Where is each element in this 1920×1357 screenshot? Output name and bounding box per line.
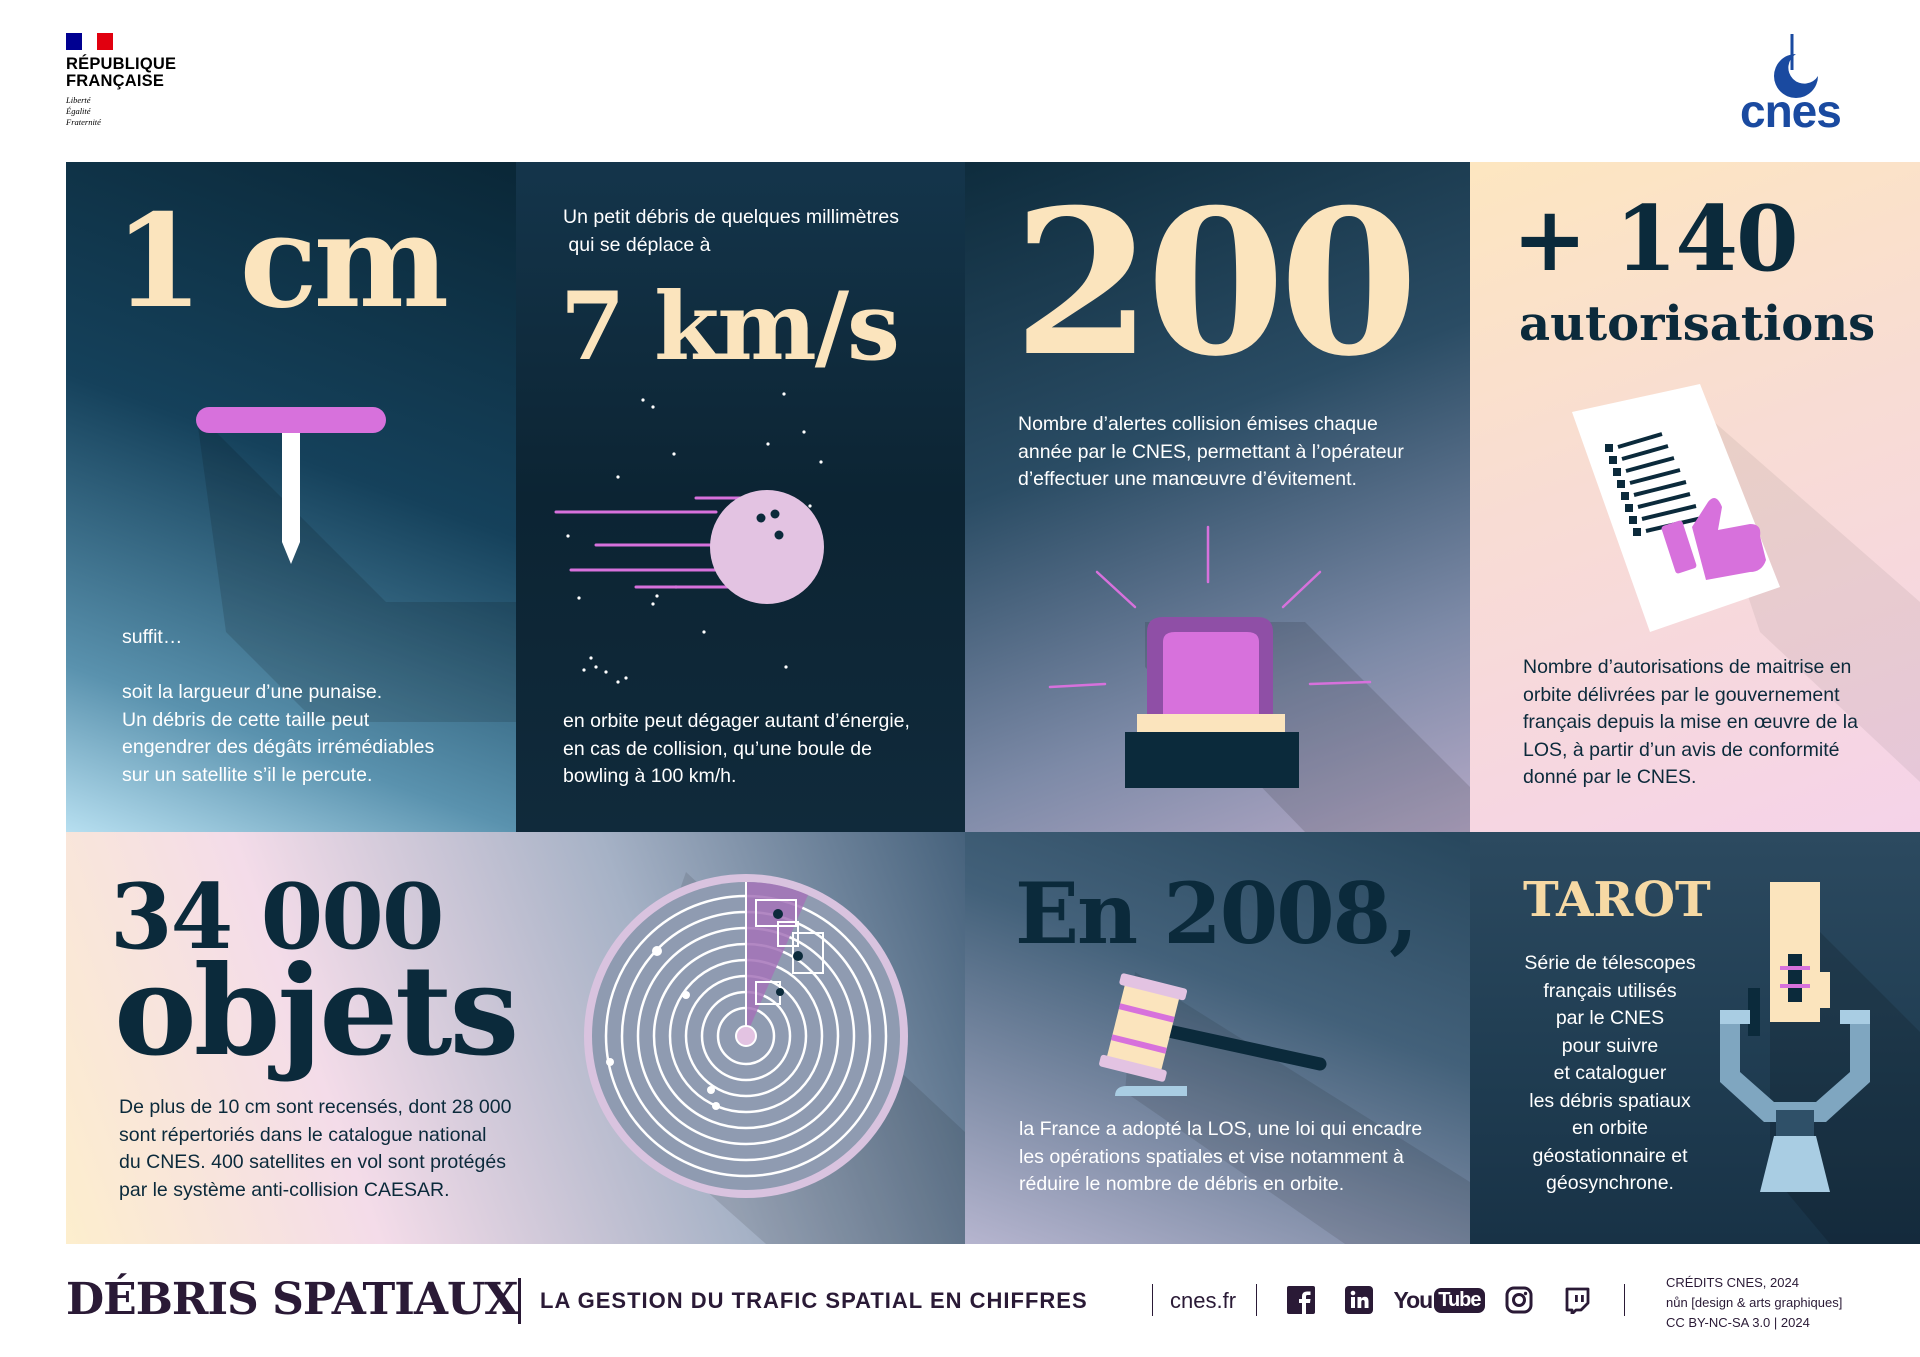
- tarot-description: Série de télescopes français utilisés par le CNES pour suivre et cataloguer les débris spatiaux en orbite géostationnaire et géosynchrone.: [1524, 952, 1696, 1194]
- speed-intro: Un petit débris de quelques millimètres qui se déplace à: [563, 206, 899, 256]
- panel-objects: [66, 832, 965, 1244]
- authorizations-headline-number: + 140: [1512, 186, 1797, 292]
- objects-headline-word: objets: [114, 939, 517, 1084]
- size-description: soit la largueur d’une punaise. Un débris de cette taille peut engendrer des dégâts irrémédiables sur un satellite s’il le percute.: [122, 681, 435, 786]
- objects-description: De plus de 10 cm sont recensés, dont 28 000 sont répertoriés dans le catalogue national du CNES. 400 satellites en vol sont protégés par le système anti-collision CAESAR.: [119, 1096, 512, 1201]
- facebook-icon[interactable]: [1286, 1285, 1316, 1315]
- law-headline: En 2008,: [1015, 864, 1417, 963]
- republique-francaise-logo: [66, 33, 186, 128]
- footer-separator: [1624, 1284, 1625, 1316]
- authorizations-description: Nombre d’autorisations de maitrise en orbite délivrées par le gouvernement français depuis la mise en œuvre de la LOS, à partir d’un avis de conformité donné par le CNES.: [1523, 656, 1858, 788]
- cnes-site-link[interactable]: cnes.fr: [1170, 1288, 1237, 1313]
- law-description: la France a adopté la LOS, une loi qui encadre les opérations spatiales et vise notamment à réduire le nombre de débris en orbite.: [1019, 1118, 1423, 1195]
- credits: CRÉDITS CNES, 2024 nůn [design & arts graphiques] CC BY-NC-SA 3.0 | 2024: [1666, 1275, 1843, 1330]
- youtube-icon[interactable]: You Tube: [1400, 1285, 1478, 1315]
- objects-headline-number: 34 000: [110, 864, 443, 970]
- panel-size: [66, 162, 516, 832]
- alerts-headline: 200: [1013, 166, 1413, 401]
- size-lead: suffit…: [122, 626, 183, 648]
- speed-headline: 7 km/s: [560, 272, 898, 382]
- footer-separator: [1256, 1284, 1257, 1316]
- panel-speed: [516, 162, 965, 832]
- panel-alerts: [965, 162, 1470, 832]
- cnes-logo: cnes: [1738, 30, 1854, 134]
- footer-separator: [1152, 1284, 1153, 1316]
- panel-authorizations: [1470, 162, 1920, 832]
- rf-motto: Liberté Égalité Fraternité: [66, 95, 101, 127]
- size-headline: 1 cm: [114, 187, 445, 337]
- rf-name: RÉPUBLIQUE FRANÇAISE: [66, 55, 177, 90]
- twitch-icon[interactable]: [1562, 1285, 1592, 1315]
- linkedin-icon[interactable]: [1344, 1285, 1374, 1315]
- footer-subtitle: LA GESTION DU TRAFIC SPATIAL EN CHIFFRES: [540, 1288, 1088, 1313]
- authorizations-headline-word: autorisations: [1519, 296, 1876, 352]
- panel-tarot: [1470, 832, 1920, 1244]
- speed-description: en orbite peut dégager autant d’énergie, en cas de collision, qu’une boule de bowling à 100 km/h.: [563, 710, 910, 787]
- instagram-icon[interactable]: [1504, 1285, 1534, 1315]
- tarot-headline: TAROT: [1523, 872, 1711, 928]
- footer-divider: [518, 1278, 521, 1324]
- footer: [0, 1244, 1920, 1357]
- alerts-description: Nombre d’alertes collision émises chaque année par le CNES, permettant à l’opérateur d’effectuer une manœuvre d’évitement.: [1018, 413, 1404, 490]
- french-flag-icon: [66, 33, 113, 50]
- footer-title: DÉBRIS SPATIAUX: [66, 1274, 518, 1325]
- panel-law: [965, 832, 1470, 1244]
